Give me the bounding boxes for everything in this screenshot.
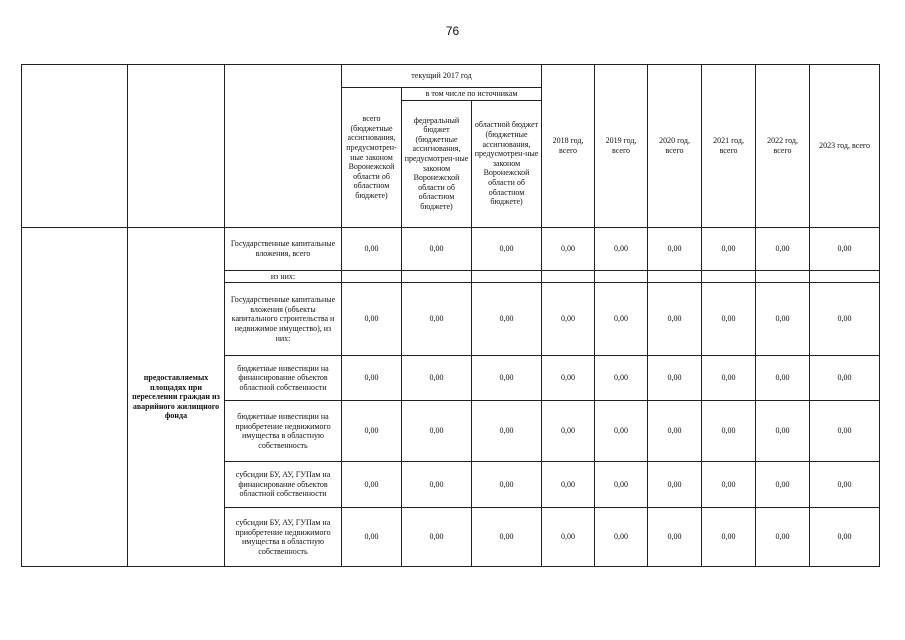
cell-2023: 0,00 bbox=[810, 508, 880, 567]
cell-2023: 0,00 bbox=[810, 401, 880, 462]
header-row-1 bbox=[22, 65, 880, 88]
cell-2018: 0,00 bbox=[542, 356, 595, 401]
cell-2022: 0,00 bbox=[756, 283, 810, 356]
cell-regional: 0,00 bbox=[472, 227, 542, 270]
cell-total: 0,00 bbox=[342, 401, 402, 462]
cell-2023: 0,00 bbox=[810, 227, 880, 270]
row-name: из них: bbox=[225, 270, 342, 283]
header-2018: 2018 год, всего bbox=[542, 65, 595, 228]
row-name: субсидии БУ, АУ, ГУПам на приобретение недвижимого имущества в областную собственность bbox=[225, 508, 342, 567]
cell-2020: 0,00 bbox=[648, 227, 702, 270]
cell-2019: 0,00 bbox=[595, 508, 648, 567]
header-2022: 2022 год, всего bbox=[756, 65, 810, 228]
header-2021: 2021 год, всего bbox=[702, 65, 756, 228]
cell-2018: 0,00 bbox=[542, 462, 595, 508]
cell-total: 0,00 bbox=[342, 462, 402, 508]
cell-2019: 0,00 bbox=[595, 401, 648, 462]
cell-2019 bbox=[595, 270, 648, 283]
budget-table bbox=[21, 64, 880, 567]
row-blank-a bbox=[22, 227, 128, 567]
cell-regional: 0,00 bbox=[472, 401, 542, 462]
cell-regional: 0,00 bbox=[472, 283, 542, 356]
cell-2019: 0,00 bbox=[595, 462, 648, 508]
cell-2021: 0,00 bbox=[702, 462, 756, 508]
cell-2023: 0,00 bbox=[810, 283, 880, 356]
cell-2019: 0,00 bbox=[595, 283, 648, 356]
cell-regional: 0,00 bbox=[472, 356, 542, 401]
table-row bbox=[22, 227, 880, 270]
cell-total: 0,00 bbox=[342, 508, 402, 567]
cell-2018: 0,00 bbox=[542, 227, 595, 270]
header-current-year: текущий 2017 год bbox=[342, 65, 542, 88]
cell-2020: 0,00 bbox=[648, 508, 702, 567]
cell-2022: 0,00 bbox=[756, 356, 810, 401]
cell-2019: 0,00 bbox=[595, 227, 648, 270]
cell-2020: 0,00 bbox=[648, 356, 702, 401]
cell-federal: 0,00 bbox=[402, 401, 472, 462]
header-total: всего (бюджетные ассигнования, предусмотрен-ные законом Воронежской области об областном бюджете) bbox=[342, 88, 402, 228]
row-name: Государственные капитальные вложения (объекты капитального строительства и недвижимое имущество), из них: bbox=[225, 283, 342, 356]
cell-2022: 0,00 bbox=[756, 227, 810, 270]
cell-2018: 0,00 bbox=[542, 508, 595, 567]
cell-2023: 0,00 bbox=[810, 356, 880, 401]
cell-2023 bbox=[810, 270, 880, 283]
header-blank-a bbox=[22, 65, 128, 228]
cell-total bbox=[342, 270, 402, 283]
header-regional: областной бюджет (бюджетные ассигнования, предусмотрен-ные законом Воронежской области об областном бюджете) bbox=[472, 100, 542, 227]
cell-regional: 0,00 bbox=[472, 462, 542, 508]
cell-2022: 0,00 bbox=[756, 508, 810, 567]
cell-2018: 0,00 bbox=[542, 401, 595, 462]
section-title: предоставляемых площадях при переселении граждан из аварийного жилищного фонда bbox=[128, 227, 225, 567]
cell-2021 bbox=[702, 270, 756, 283]
cell-2021: 0,00 bbox=[702, 508, 756, 567]
cell-federal: 0,00 bbox=[402, 508, 472, 567]
cell-2021: 0,00 bbox=[702, 401, 756, 462]
cell-2020 bbox=[648, 270, 702, 283]
header-federal: федеральный бюджет (бюджетные ассигнования, предусмотрен-ные законом Воронежской области об областном бюджете) bbox=[402, 100, 472, 227]
header-2019: 2019 год, всего bbox=[595, 65, 648, 228]
row-name: субсидии БУ, АУ, ГУПам на финансирование объектов областной собственности bbox=[225, 462, 342, 508]
cell-2021: 0,00 bbox=[702, 227, 756, 270]
cell-2021: 0,00 bbox=[702, 283, 756, 356]
header-2023: 2023 год, всего bbox=[810, 65, 880, 228]
row-name: Государственные капитальные вложения, всего bbox=[225, 227, 342, 270]
row-name: бюджетные инвестиции на финансирование объектов областной собственности bbox=[225, 356, 342, 401]
cell-total: 0,00 bbox=[342, 356, 402, 401]
cell-total: 0,00 bbox=[342, 227, 402, 270]
cell-federal: 0,00 bbox=[402, 356, 472, 401]
cell-2020: 0,00 bbox=[648, 462, 702, 508]
header-blank-c bbox=[225, 65, 342, 228]
cell-2020: 0,00 bbox=[648, 283, 702, 356]
cell-federal: 0,00 bbox=[402, 227, 472, 270]
header-by-sources: в том числе по источникам bbox=[402, 88, 542, 101]
header-2020: 2020 год, всего bbox=[648, 65, 702, 228]
cell-federal: 0,00 bbox=[402, 283, 472, 356]
cell-federal: 0,00 bbox=[402, 462, 472, 508]
cell-2019: 0,00 bbox=[595, 356, 648, 401]
cell-2018 bbox=[542, 270, 595, 283]
page-number: 76 bbox=[445, 24, 460, 38]
cell-2020: 0,00 bbox=[648, 401, 702, 462]
cell-regional: 0,00 bbox=[472, 508, 542, 567]
header-blank-b bbox=[128, 65, 225, 228]
cell-federal bbox=[402, 270, 472, 283]
cell-2022: 0,00 bbox=[756, 401, 810, 462]
row-name: бюджетные инвестиции на приобретение недвижимого имущества в областную собственность bbox=[225, 401, 342, 462]
cell-2022: 0,00 bbox=[756, 462, 810, 508]
cell-2022 bbox=[756, 270, 810, 283]
cell-2018: 0,00 bbox=[542, 283, 595, 356]
cell-total: 0,00 bbox=[342, 283, 402, 356]
cell-2023: 0,00 bbox=[810, 462, 880, 508]
cell-regional bbox=[472, 270, 542, 283]
cell-2021: 0,00 bbox=[702, 356, 756, 401]
